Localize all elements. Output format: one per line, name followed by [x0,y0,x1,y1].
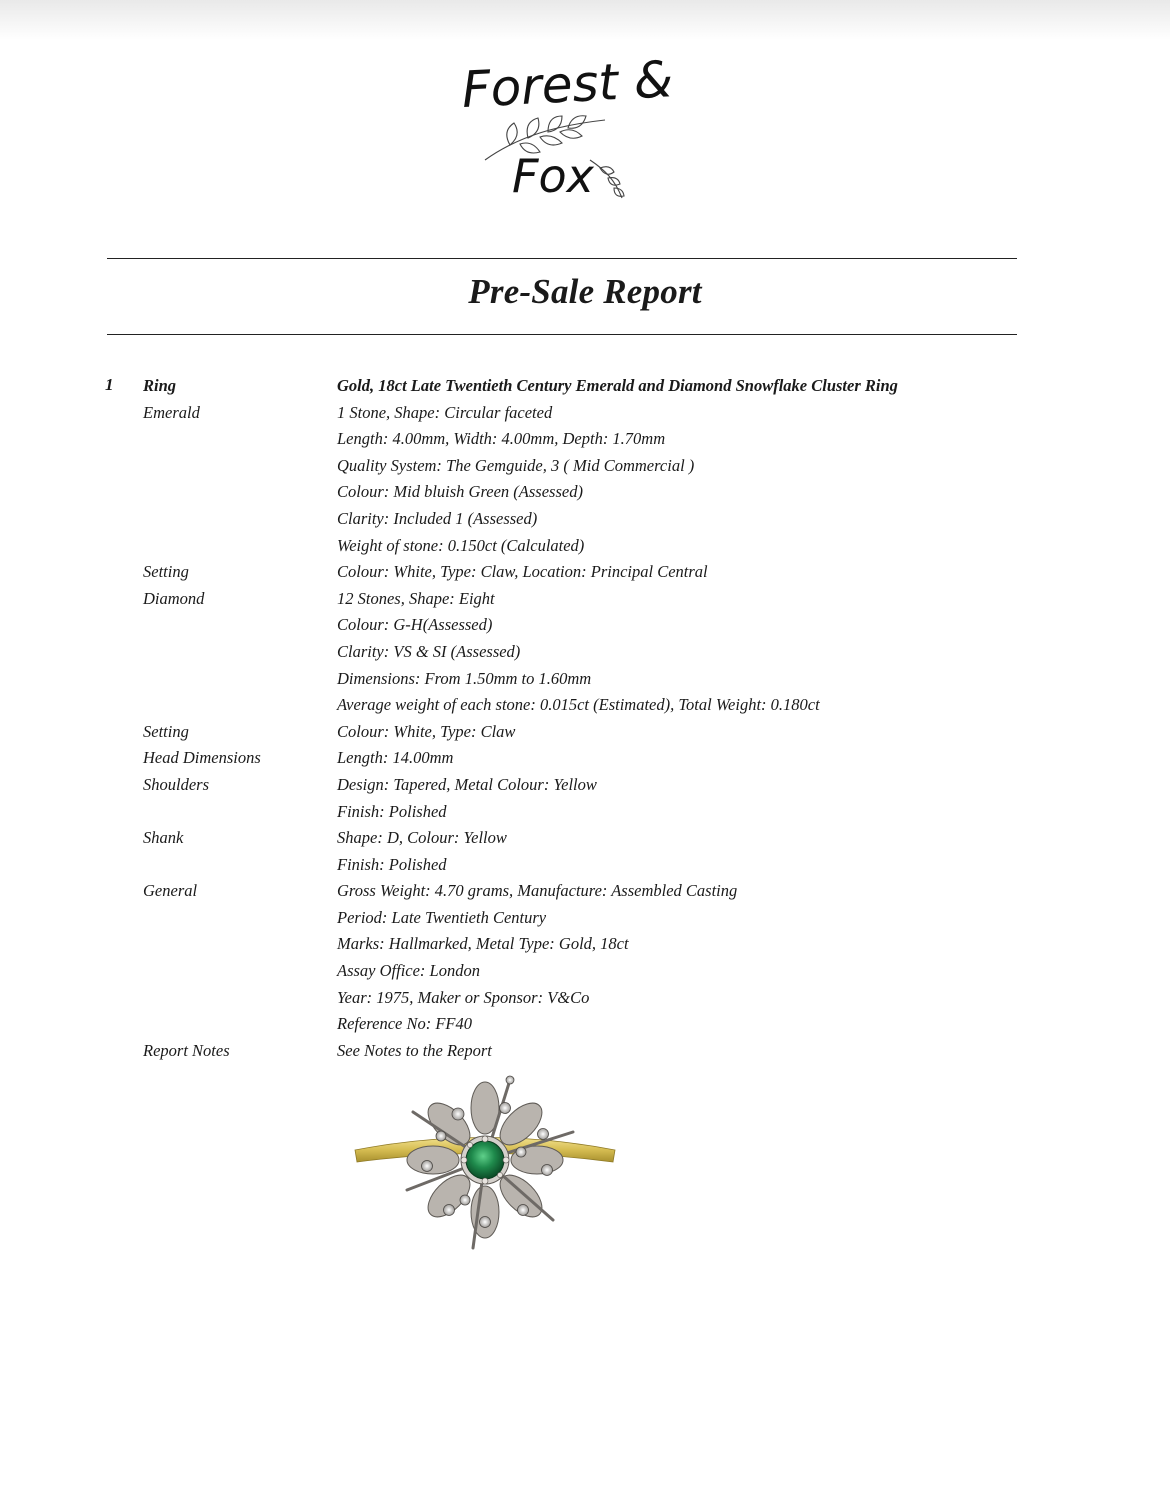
row-label [143,426,337,453]
row-label [143,931,337,958]
report-row [143,639,1043,666]
row-label [143,639,337,666]
ring-photo [345,1070,625,1270]
report-row [143,958,1043,985]
row-value: Period: Late Twentieth Century [337,907,547,927]
report-row [143,479,1043,506]
row-label [143,479,337,506]
page-title: Pre-Sale Report [468,272,702,311]
row-label [143,852,337,879]
row-label [143,453,337,480]
row-value: 12 Stones, Shape: Eight [337,588,495,608]
row-label: Emerald [143,402,200,422]
row-label [143,799,337,826]
title-rule-bottom [107,334,1017,335]
report-row [143,1038,1043,1065]
report-row [143,453,1043,480]
row-value: Finish: Polished [337,854,447,874]
report-row [143,985,1043,1012]
row-value: Colour: Mid bluish Green (Assessed) [337,482,583,502]
row-value: Weight of stone: 0.150ct (Calculated) [337,535,585,555]
report-row [143,878,1043,905]
report-table [143,373,1043,1064]
row-label: Setting [143,562,189,582]
report-row [143,373,1043,400]
report-row [143,772,1043,799]
report-row [143,559,1043,586]
row-label: Shank [143,828,184,848]
report-row [143,586,1043,613]
row-value: Quality System: The Gemguide, 3 ( Mid Commercial ) [337,455,695,475]
row-value: Clarity: VS & SI (Assessed) [337,641,521,661]
report-row [143,400,1043,427]
row-label: Ring [143,376,177,395]
report-row [143,506,1043,533]
report-row [143,825,1043,852]
report-row [143,533,1043,560]
report-row [143,799,1043,826]
row-value: Gross Weight: 4.70 grams, Manufacture: Assembled Casting [337,881,738,901]
report-row [143,692,1043,719]
row-value: Colour: White, Type: Claw, Location: Principal Central [337,562,708,582]
row-value: Length: 14.00mm [337,748,454,768]
brand-logo [440,40,680,210]
report-row [143,905,1043,932]
report-row [143,719,1043,746]
row-label: General [143,881,198,901]
logo-line1: Forest & [460,50,675,120]
row-value: Design: Tapered, Metal Colour: Yellow [337,774,597,794]
title-rule-top [107,258,1017,259]
report-row [143,852,1043,879]
report-row [143,666,1043,693]
row-label [143,1011,337,1038]
row-value: Clarity: Included 1 (Assessed) [337,508,538,528]
row-label [143,692,337,719]
row-value: Shape: D, Colour: Yellow [337,828,507,848]
row-value: Year: 1975, Maker or Sponsor: V&Co [337,987,590,1007]
report-row [143,1011,1043,1038]
row-value: Assay Office: London [337,961,480,981]
row-value: Colour: White, Type: Claw [337,721,516,741]
row-value: Colour: G-H(Assessed) [337,615,493,635]
row-label [143,533,337,560]
row-label [143,612,337,639]
report-row [143,426,1043,453]
report-row [143,745,1043,772]
row-label: Shoulders [143,774,209,794]
row-value: 1 Stone, Shape: Circular faceted [337,402,553,422]
row-label: Setting [143,721,189,741]
row-label [143,905,337,932]
row-value: Marks: Hallmarked, Metal Type: Gold, 18ct [337,934,629,954]
row-value: Dimensions: From 1.50mm to 1.60mm [337,668,592,688]
row-label [143,506,337,533]
row-value: Average weight of each stone: 0.015ct (Estimated), Total Weight: 0.180ct [337,695,820,715]
row-value: Gold, 18ct Late Twentieth Century Emerald and Diamond Snowflake Cluster Ring [337,376,898,395]
report-row [143,612,1043,639]
row-label: Report Notes [143,1040,230,1060]
page-top-shade [0,0,1170,40]
row-label [143,985,337,1012]
row-label: Head Dimensions [143,748,261,768]
row-value: See Notes to the Report [337,1040,492,1060]
lot-number: 1 [105,375,114,394]
logo-line2: Fox [512,149,594,203]
row-value: Finish: Polished [337,801,447,821]
row-label: Diamond [143,588,205,608]
report-row [143,931,1043,958]
row-label [143,958,337,985]
row-value: Reference No: FF40 [337,1014,472,1034]
row-label [143,666,337,693]
row-value: Length: 4.00mm, Width: 4.00mm, Depth: 1.70mm [337,429,666,449]
